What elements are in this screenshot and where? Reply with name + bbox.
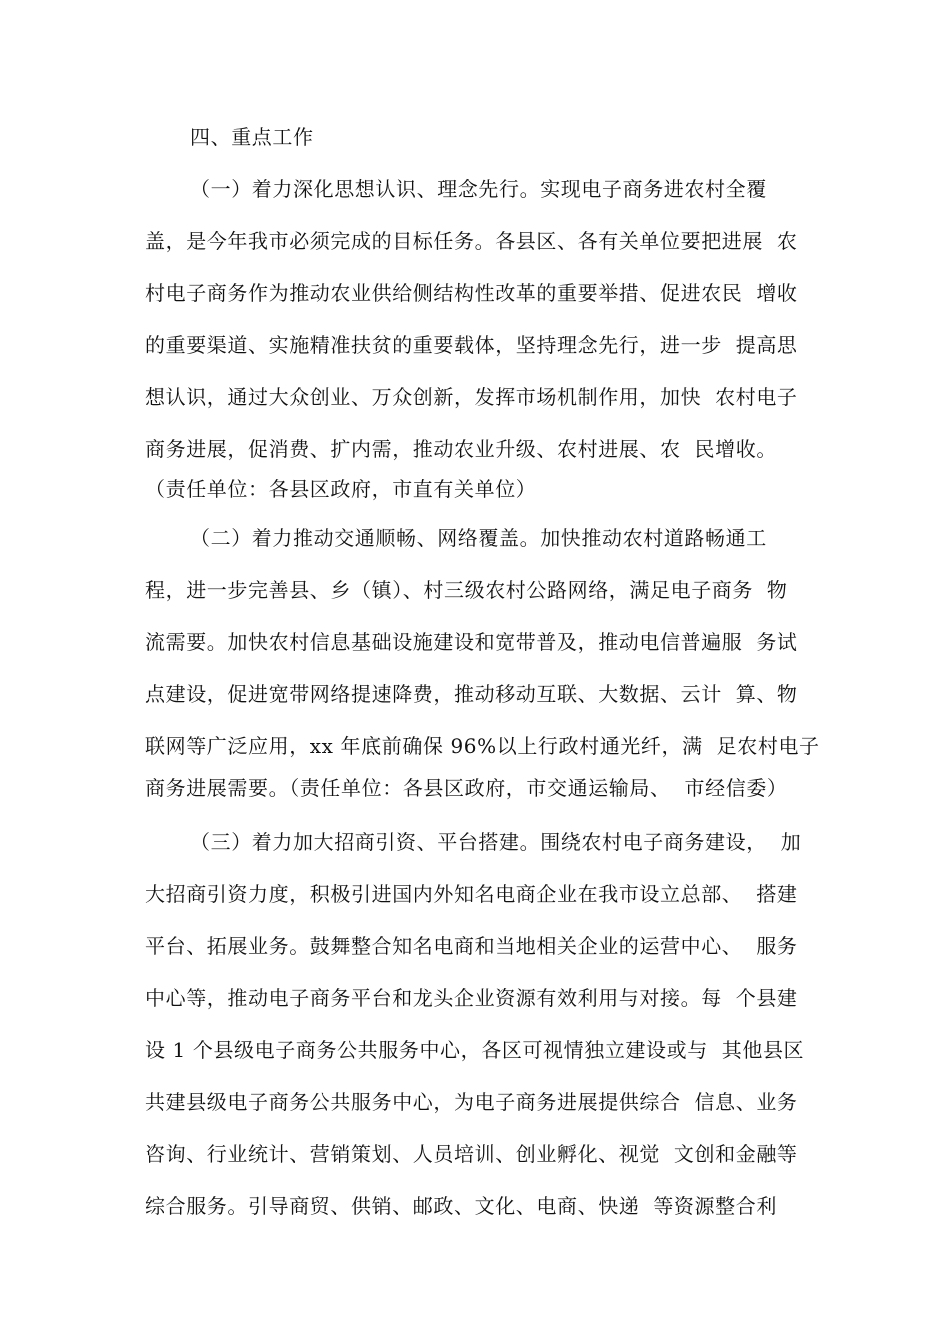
paragraph-1-line-4: 的重要渠道、实施精准扶贫的重要载体，坚持理念先行，进一步 提高思 (145, 333, 798, 357)
paragraph-1-line-6: 商务进展，促消费、扩内需，推动农业升级、农村进展、农 民增收。 (145, 437, 777, 461)
paragraph-2-line-5: 联网等广泛应用，xx 年底前确保 96%以上行政村通光纤，满 足农村电子 (145, 734, 820, 758)
paragraph-2-line-4: 点建设，促进宽带网络提速降费，推动移动互联、大数据、云计 算、物 (145, 682, 798, 706)
paragraph-1-line-1: （一）着力深化思想认识、理念先行。实现电子商务进农村全覆 (190, 177, 767, 201)
paragraph-1-line-2: 盖，是今年我市必须完成的目标任务。各县区、各有关单位要把进展 农 (145, 229, 798, 253)
paragraph-3-line-8: 综合服务。引导商贸、供销、邮政、文化、电商、快递 等资源整合利 (145, 1194, 777, 1218)
paragraph-3-line-4: 中心等，推动电子商务平台和龙头企业资源有效利用与对接。每 个县建 (145, 986, 798, 1010)
paragraph-3-line-3: 平台、拓展业务。鼓舞整合知名电商和当地相关企业的运营中心、 服务 (145, 934, 798, 958)
paragraph-2-line-6: 商务进展需要。（责任单位：各县区政府，市交通运输局、 市经信委） (145, 776, 788, 800)
paragraph-1-line-5: 想认识，通过大众创业、万众创新，发挥市场机制作用，加快 农村电子 (145, 385, 798, 409)
paragraph-3-line-2: 大招商引资力度，积极引进国内外知名电商企业在我市设立总部、 搭建 (145, 882, 798, 906)
paragraph-3-line-5: 设 1 个县级电子商务公共服务中心，各区可视情独立建设或与 其他县区 (145, 1038, 805, 1062)
paragraph-3-line-6: 共建县级电子商务公共服务中心，为电子商务进展提供综合 信息、业务 (145, 1090, 798, 1114)
paragraph-3-line-1: （三）着力加大招商引资、平台搭建。围绕农村电子商务建设， 加 (190, 830, 802, 854)
paragraph-2-line-2: 程，进一步完善县、乡（镇）、村三级农村公路网络，满足电子商务 物 (145, 578, 788, 602)
section-heading: 四、重点工作 (190, 125, 314, 149)
paragraph-2-line-3: 流需要。加快农村信息基础设施建设和宽带普及，推动电信普遍服 务试 (145, 630, 798, 654)
paragraph-2-line-1: （二）着力推动交通顺畅、网络覆盖。加快推动农村道路畅通工 (190, 526, 767, 550)
paragraph-1-line-7: （责任单位：各县区政府，市直有关单位） (145, 477, 537, 501)
paragraph-3-line-7: 咨询、行业统计、营销策划、人员培训、创业孵化、视觉 文创和金融等 (145, 1142, 798, 1166)
paragraph-1-line-3: 村电子商务作为推动农业供给侧结构性改革的重要举措、促进农民 增收 (145, 281, 798, 305)
